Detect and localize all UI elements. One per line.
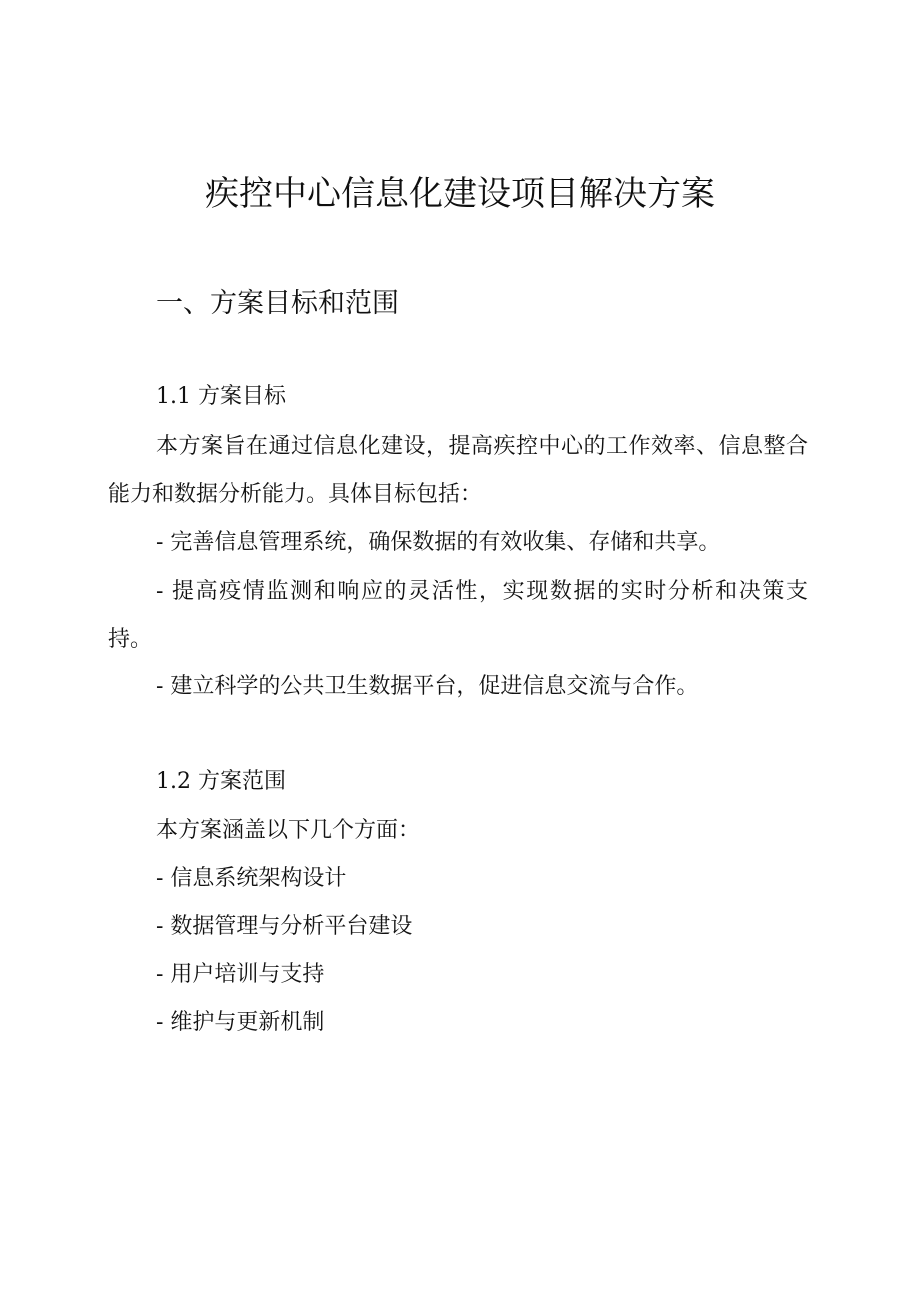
- scope-item-3: - 用户培训与支持: [156, 962, 325, 987]
- subsection-1-2-intro: 本方案涵盖以下几个方面：: [156, 818, 421, 843]
- scope-item-1: - 信息系统架构设计: [156, 866, 347, 891]
- scope-item-2: - 数据管理与分析平台建设: [156, 914, 413, 939]
- subsection-heading-1-1: 1.1 方案目标: [156, 384, 286, 409]
- section-heading-1: 一、方案目标和范围: [156, 288, 399, 319]
- goal-item-1: - 完善信息管理系统，确保数据的有效收集、存储和共享。: [156, 530, 721, 555]
- goal-item-2: - 提高疫情监测和响应的灵活性，实现数据的实时分析和决策支持。: [108, 579, 808, 652]
- scope-item-4: - 维护与更新机制: [156, 1010, 325, 1035]
- goal-item-3: - 建立科学的公共卫生数据平台，促进信息交流与合作。: [156, 674, 699, 699]
- document-title: 疾控中心信息化建设项目解决方案: [205, 174, 715, 214]
- subsection-1-1-intro: 本方案旨在通过信息化建设，提高疾控中心的工作效率、信息整合能力和数据分析能力。具体目标包括：: [108, 434, 808, 507]
- subsection-heading-1-2: 1.2 方案范围: [156, 769, 286, 794]
